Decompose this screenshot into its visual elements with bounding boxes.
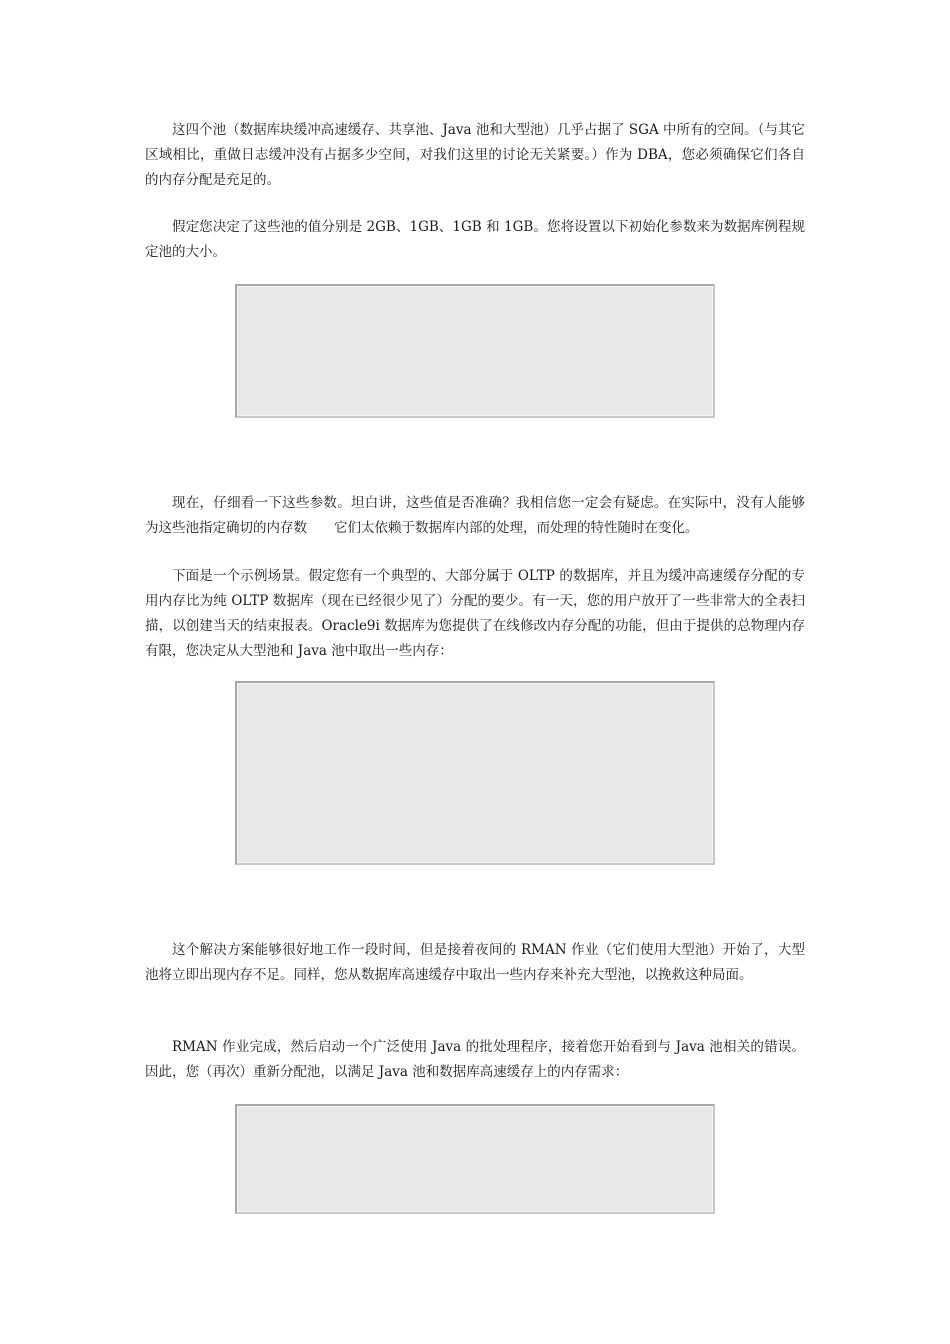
paragraph-pool-sizes: 假定您决定了这些池的值分别是 2GB、1GB、1GB 和 1GB。您将设置以下初始化参数来为数据库例程规定池的大小。 (145, 219, 805, 260)
paragraph-example-scenario: 下面是一个示例场景。假定您有一个典型的、大部分属于 OLTP 的数据库，并且为缓冲高速缓存分配的专用内存比为纯 OLTP 数据库（现在已经很少见了）分配的要少。有一天，您的用户放开了一些非常大的全表扫描，以创建当天的结束报表。Oracle9i 数据库为您提供了在线修改内存分配的功能，但由于提供的总物理内存有限，您决定从大型池和 Java 池中取出一些内存： (145, 568, 805, 659)
paragraph-sga-pools: 这四个池（数据库块缓冲高速缓存、共享池、Java 池和大型池）几乎占据了 SGA 中所有的空间。（与其它区域相比，重做日志缓冲没有占据多少空间，对我们这里的讨论无关紧要。）作为 DBA，您必须确保它们各自的内存分配是充足的。 (145, 122, 805, 188)
paragraph-java-batch: RMAN 作业完成，然后启动一个广泛使用 Java 的批处理程序，接着您开始看到与 Java 池相关的错误。因此，您（再次）重新分配池，以满足 Java 池和数据库高速缓存上的内存需求： (145, 1039, 805, 1080)
paragraph-rman-job: 这个解决方案能够很好地工作一段时间，但是接着夜间的 RMAN 作业（它们使用大型池）开始了，大型池将立即出现内存不足。同样，您从数据库高速缓存中取出一些内存来补充大型池，以挽救这种局面。 (145, 942, 805, 983)
paragraph-accuracy: 现在，仔细看一下这些参数。坦白讲，这些值是否准确？我相信您一定会有疑虑。在实际中，没有人能够为这些池指定确切的内存数 它们太依赖于数据库内部的处理，而处理的特性随时在变化。 (145, 495, 805, 536)
code-block-reallocate-1 (235, 681, 715, 865)
code-block-reallocate-2 (235, 1104, 715, 1214)
code-block-init-parameters (235, 284, 715, 418)
